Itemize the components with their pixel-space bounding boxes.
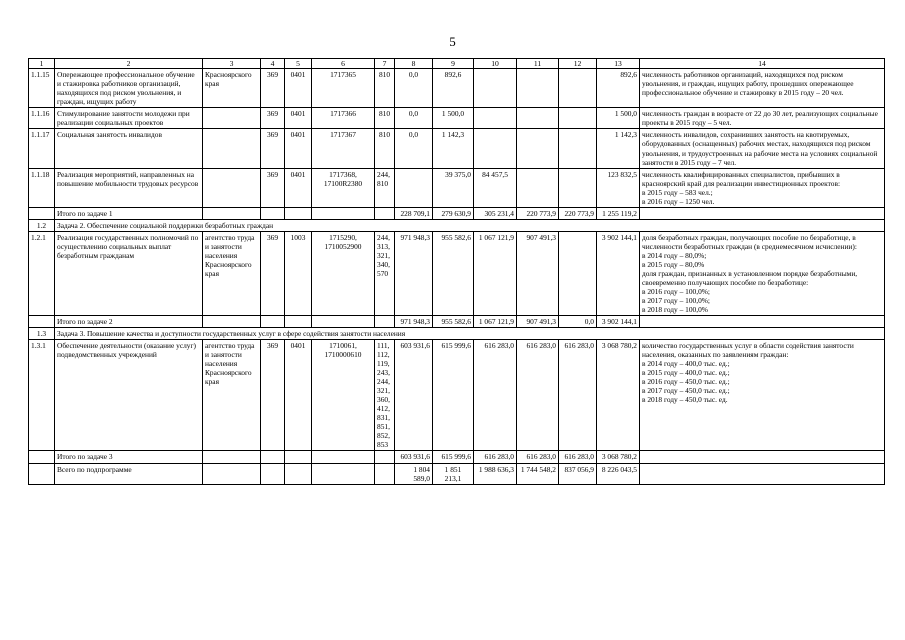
subtotal-label: Итого по задаче 3 xyxy=(55,451,203,463)
value-2014: 1 804 589,0 xyxy=(395,463,433,484)
value-2014: 0,0 xyxy=(395,108,433,129)
value-total: 1 500,0 xyxy=(597,108,640,129)
vr-code: 244, 313, 321, 340, 570 xyxy=(375,231,395,315)
value-2015: 1 851 213,1 xyxy=(433,463,474,484)
value-total: 3 068 780,2 xyxy=(597,451,640,463)
value-2014: 971 948,3 xyxy=(395,231,433,315)
grand-total-row xyxy=(29,463,885,484)
value-2017: 907 491,3 xyxy=(517,316,559,328)
value-2015: 615 999,6 xyxy=(433,451,474,463)
header-cell: 7 xyxy=(375,59,395,69)
subtotal-row xyxy=(29,316,885,328)
vr-code: 810 xyxy=(375,108,395,129)
expected-result: численность инвалидов, сохранивших занятость на квотируемых, оборудованных (оснащенных) рабочих местах, находящихся под риском увольнения, и трудоустроенных на рабочие места на условиях социальной занятости в 2015 году – 7 чел. xyxy=(640,129,885,168)
page-number: 5 xyxy=(449,34,456,49)
executor xyxy=(203,129,261,168)
header-row xyxy=(29,59,885,69)
rzpr-code: 0401 xyxy=(285,168,312,207)
value-2017: 1 744 548,2 xyxy=(517,463,559,484)
table-row xyxy=(29,108,885,129)
row-number: 1.1.15 xyxy=(29,69,55,108)
activity-name: Социальная занятость инвалидов xyxy=(55,129,203,168)
header-cell: 11 xyxy=(517,59,559,69)
value-total: 1 255 119,2 xyxy=(597,207,640,219)
grbs-code: 369 xyxy=(261,69,285,108)
expected-result: доля безработных граждан, получающих пособие по безработице, в численности безработных граждан (в среднемесячном исчислении): в 2014 году – 80,0%; в 2015 году – 80,0% доля граждан, признанных в установленном порядке безработными, своевременно получающих пособие по безработице: в 2016 году – 100,0%; в 2017 году – 100,0%; в 2018 году – 100,0% xyxy=(640,231,885,315)
grbs-code: 369 xyxy=(261,340,285,451)
value-total: 892,6 xyxy=(597,69,640,108)
value-2017: 220 773,9 xyxy=(517,207,559,219)
table-row xyxy=(29,129,885,168)
expected-result: численность граждан в возрасте от 22 до 30 лет, реализующих социальные проекты в 2015 году – 5 чел. xyxy=(640,108,885,129)
value-2017: 616 283,0 xyxy=(517,451,559,463)
grbs-code: 369 xyxy=(261,168,285,207)
value-total: 123 832,5 xyxy=(597,168,640,207)
value-2017: 616 283,0 xyxy=(517,340,559,451)
row-number: 1.1.18 xyxy=(29,168,55,207)
row-number: 1.1.16 xyxy=(29,108,55,129)
vr-code: 244, 810 xyxy=(375,168,395,207)
csr-code: 1717367 xyxy=(312,129,375,168)
value-2016: 305 231,4 xyxy=(474,207,517,219)
section-title: Задача 2. Обеспечение социальной поддержки безработных граждан xyxy=(55,219,885,231)
expected-result: количество государственных услуг в области содействия занятости населения, оказанных по заявлениям граждан: в 2014 году – 400,0 тыс. ед.; в 2015 году – 400,0 тыс. ед.; в 2016 году – 450,0 тыс. ед.; в 2017 году – 450,0 тыс. ед.; в 2018 году – 450,0 тыс. ед. xyxy=(640,340,885,451)
value-total: 1 142,3 xyxy=(597,129,640,168)
value-2016 xyxy=(474,69,517,108)
value-2018: 0,0 xyxy=(559,316,597,328)
activity-name: Опережающее профессиональное обучение и стажировка работников организаций, находящихся под риском увольнения, и граждан, ищущих работу xyxy=(55,69,203,108)
value-2016: 1 067 121,9 xyxy=(474,231,517,315)
subtotal-row xyxy=(29,451,885,463)
grbs-code: 369 xyxy=(261,231,285,315)
value-2015: 279 630,9 xyxy=(433,207,474,219)
value-2017 xyxy=(517,168,559,207)
value-2014: 603 931,6 xyxy=(395,451,433,463)
subtotal-row xyxy=(29,207,885,219)
value-2014: 603 931,6 xyxy=(395,340,433,451)
value-2017 xyxy=(517,108,559,129)
executor: Красноярского края xyxy=(203,69,261,108)
executor xyxy=(203,108,261,129)
value-total: 3 068 780,2 xyxy=(597,340,640,451)
header-cell: 12 xyxy=(559,59,597,69)
value-2014: 0,0 xyxy=(395,129,433,168)
subtotal-label: Итого по задаче 1 xyxy=(55,207,203,219)
value-2015: 1 500,0 xyxy=(433,108,474,129)
vr-code: 111, 112, 119, 243, 244, 321, 360, 412, 831, 851, 852, 853 xyxy=(375,340,395,451)
value-2017 xyxy=(517,69,559,108)
value-2015: 39 375,0 xyxy=(433,168,474,207)
executor: агентство труда и занятости населения Красноярского края xyxy=(203,340,261,451)
header-cell: 14 xyxy=(640,59,885,69)
budget-table xyxy=(28,58,885,485)
csr-code: 1710061, 1710000610 xyxy=(312,340,375,451)
table-row xyxy=(29,340,885,451)
value-total: 3 902 144,1 xyxy=(597,316,640,328)
value-2018: 220 773,9 xyxy=(559,207,597,219)
executor: агентство труда и занятости населения Красноярского края xyxy=(203,231,261,315)
header-cell: 5 xyxy=(285,59,312,69)
value-2014 xyxy=(395,168,433,207)
table-row xyxy=(29,168,885,207)
section-row xyxy=(29,219,885,231)
grbs-code: 369 xyxy=(261,129,285,168)
value-2016 xyxy=(474,108,517,129)
row-number: 1.1.17 xyxy=(29,129,55,168)
value-total: 8 226 043,5 xyxy=(597,463,640,484)
value-2018 xyxy=(559,231,597,315)
rzpr-code: 0401 xyxy=(285,340,312,451)
rzpr-code: 1003 xyxy=(285,231,312,315)
expected-result: численность работников организаций, находящихся под риском увольнения, и граждан, ищущих работу, прошедших опережающее профессиональное обучение и стажировку в 2015 году – 20 чел. xyxy=(640,69,885,108)
header-cell: 6 xyxy=(312,59,375,69)
header-cell: 3 xyxy=(203,59,261,69)
value-2016: 84 457,5 xyxy=(474,168,517,207)
vr-code: 810 xyxy=(375,69,395,108)
value-2018: 616 283,0 xyxy=(559,451,597,463)
value-2016: 1 067 121,9 xyxy=(474,316,517,328)
value-2018 xyxy=(559,129,597,168)
value-2016: 616 283,0 xyxy=(474,340,517,451)
section-number: 1.3 xyxy=(29,328,55,340)
csr-code: 1717368, 17100R2380 xyxy=(312,168,375,207)
subtotal-label: Итого по задаче 2 xyxy=(55,316,203,328)
section-row xyxy=(29,328,885,340)
header-cell: 8 xyxy=(395,59,433,69)
value-2016 xyxy=(474,129,517,168)
value-2018: 837 056,9 xyxy=(559,463,597,484)
activity-name: Реализация мероприятий, направленных на повышение мобильности трудовых ресурсов xyxy=(55,168,203,207)
rzpr-code: 0401 xyxy=(285,129,312,168)
csr-code: 1717366 xyxy=(312,108,375,129)
value-2017 xyxy=(517,129,559,168)
header-cell: 10 xyxy=(474,59,517,69)
activity-name: Реализация государственных полномочий по осуществлению социальных выплат безработным гражданам xyxy=(55,231,203,315)
grand-total-label: Всего по подпрограмме xyxy=(55,463,203,484)
rzpr-code: 0401 xyxy=(285,108,312,129)
csr-code: 1715290, 1710052900 xyxy=(312,231,375,315)
table-row xyxy=(29,231,885,315)
csr-code: 1717365 xyxy=(312,69,375,108)
value-2015: 1 142,3 xyxy=(433,129,474,168)
value-2016: 1 988 636,3 xyxy=(474,463,517,484)
header-cell: 1 xyxy=(29,59,55,69)
row-number: 1.3.1 xyxy=(29,340,55,451)
header-cell: 4 xyxy=(261,59,285,69)
table-row xyxy=(29,69,885,108)
value-2015: 955 582,6 xyxy=(433,316,474,328)
value-2018 xyxy=(559,69,597,108)
vr-code: 810 xyxy=(375,129,395,168)
value-2014: 228 709,1 xyxy=(395,207,433,219)
row-number: 1.2.1 xyxy=(29,231,55,315)
rzpr-code: 0401 xyxy=(285,69,312,108)
value-2014: 971 948,3 xyxy=(395,316,433,328)
header-cell: 9 xyxy=(433,59,474,69)
header-cell: 2 xyxy=(55,59,203,69)
value-2014: 0,0 xyxy=(395,69,433,108)
executor xyxy=(203,168,261,207)
value-2018: 616 283,0 xyxy=(559,340,597,451)
value-total: 3 902 144,1 xyxy=(597,231,640,315)
value-2018 xyxy=(559,108,597,129)
activity-name: Обеспечение деятельности (оказание услуг) подведомственных учреждений xyxy=(55,340,203,451)
value-2016: 616 283,0 xyxy=(474,451,517,463)
value-2015: 615 999,6 xyxy=(433,340,474,451)
value-2015: 955 582,6 xyxy=(433,231,474,315)
value-2018 xyxy=(559,168,597,207)
grbs-code: 369 xyxy=(261,108,285,129)
header-cell: 13 xyxy=(597,59,640,69)
section-number: 1.2 xyxy=(29,219,55,231)
value-2017: 907 491,3 xyxy=(517,231,559,315)
value-2015: 892,6 xyxy=(433,69,474,108)
expected-result: численность квалифицированных специалистов, прибывших в красноярский край для реализации инвестиционных проектов: в 2015 году – 583 чел.; в 2016 году – 1250 чел. xyxy=(640,168,885,207)
section-title: Задача 3. Повышение качества и доступности государственных услуг в сфере содействия занятости населения xyxy=(55,328,885,340)
activity-name: Стимулирование занятости молодежи при реализации социальных проектов xyxy=(55,108,203,129)
